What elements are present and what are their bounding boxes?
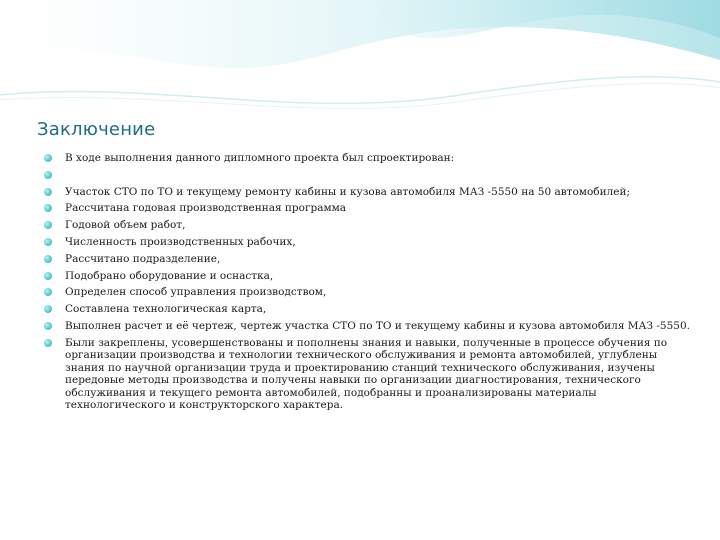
bullet-item [44,236,694,249]
wave-line-2 [0,84,720,109]
bullet-icon [44,272,52,280]
bullet-text: Годовой объем работ, [65,219,186,232]
bullet-item-empty [44,169,694,182]
bullet-text: Подобрано оборудование и оснастка, [65,269,274,282]
bullet-item [44,152,694,165]
bullet-item [44,253,694,266]
bullet-text: Рассчитано подразделение, [65,252,221,265]
bullet-list [44,152,694,416]
wave-line [0,77,720,104]
bullet-icon [44,322,52,330]
bullet-item [44,286,694,299]
bullet-icon [44,305,52,313]
bullet-icon [44,171,52,179]
bullet-item [44,219,694,232]
bullet-icon [44,204,52,212]
bullet-text: Определен способ управления производством, [65,286,327,299]
bullet-item [44,303,694,316]
bullet-icon [44,339,52,347]
bullet-text: Численность производственных рабочих, [65,235,296,248]
bullet-text: Участок СТО по ТО и текущему ремонту кабины и кузова автомобиля МАЗ -5550 на 50 автомобилей; [65,185,631,198]
bullet-item [44,202,694,215]
bullet-text: Выполнен расчет и её чертеж, чертеж участка СТО по ТО и текущему кабины и кузова автомобиля МАЗ -5550. [65,319,690,332]
bullet-icon [44,255,52,263]
bullet-icon [44,154,52,162]
bullet-text: Рассчитана годовая производственная программа [65,202,347,215]
bullet-icon [44,288,52,296]
bullet-text: В ходе выполнения данного дипломного проекта был спроектирован: [65,152,455,164]
bullet-icon [44,188,52,196]
bullet-icon [44,221,52,229]
bullet-text: Были закреплены, усовершенствованы и пополнены знания и навыки, полученные в процессе обучения по организации производства и технологии технического обслуживания и ремонта автомобилей, углублены знания по научной организации труда и проектированию станций технического обслуживания, изучены передовые методы производства и получены навыки по организации диагностирования, технического обслуживания и текущего ремонта автомобилей, подобранны и проанализированы материалы технологического и конструкторского характера. [65,336,668,412]
bullet-icon [44,238,52,246]
slide-title: Заключение [37,119,156,140]
bullet-item [44,270,694,283]
bullet-item [44,337,694,412]
bullet-text: Составлена технологическая карта, [65,303,267,316]
bullet-item [44,320,694,333]
bullet-item [44,186,694,199]
